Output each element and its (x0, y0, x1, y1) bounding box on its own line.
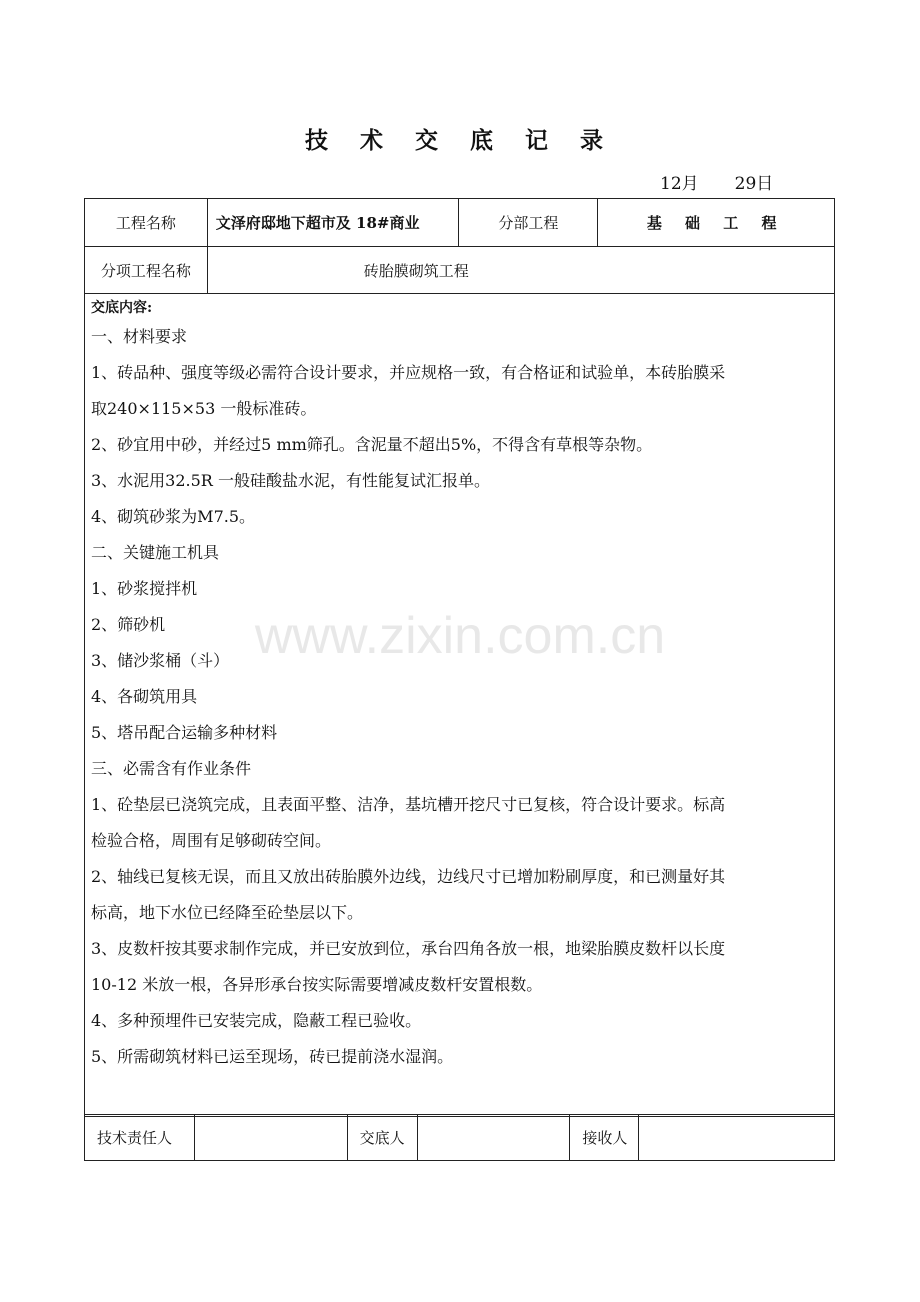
content-line: 2、筛砂机 (91, 615, 166, 634)
project-row (85, 199, 835, 247)
division-value: 基 础 工 程 (598, 199, 835, 247)
content-line: 取240×115×53 一般标准砖。 (91, 399, 317, 418)
content-heading: 交底内容: (91, 300, 153, 316)
content-line: 标高，地下水位已经降至砼垫层以下。 (91, 903, 364, 922)
content-line: 1、砖品种、强度等级必需符合设计要求，并应规格一致，有合格证和试验单，本砖胎膜采 (91, 363, 726, 382)
division-label: 分部工程 (459, 199, 598, 247)
watermark: www.zixin.com.cn (254, 607, 666, 665)
tech-responsible-label: 技术责任人 (85, 1115, 195, 1161)
content-line: 2、砂宜用中砂，并经过5 mm筛孔。含泥量不超出5%，不得含有草根等杂物。 (91, 435, 653, 454)
receiver-field[interactable] (639, 1115, 835, 1161)
content-line: 4、砌筑砂浆为M7.5。 (91, 507, 256, 526)
content-line: 5、塔吊配合运输多种材料 (91, 723, 278, 742)
document-date (660, 169, 773, 194)
content-cell (85, 294, 835, 1117)
content-line: 三、必需含有作业条件 (91, 759, 252, 778)
content-line: 5、所需砌筑材料已运至现场，砖已提前浇水湿润。 (91, 1047, 454, 1066)
receiver-label: 接收人 (570, 1115, 639, 1161)
subdivision-row (85, 247, 835, 294)
project-name-value: 文泽府邸地下超市及 18#商业 (207, 199, 459, 247)
content-line: 一、材料要求 (91, 327, 188, 346)
project-name-label: 工程名称 (85, 199, 208, 247)
content-line: 1、砼垫层已浇筑完成，且表面平整、洁净，基坑槽开挖尺寸已复核，符合设计要求。标高 (91, 795, 726, 814)
tech-responsible-field[interactable] (194, 1115, 347, 1161)
briefer-label: 交底人 (347, 1115, 417, 1161)
content-line: 3、皮数杆按其要求制作完成，并已安放到位，承台四角各放一根，地梁胎膜皮数杆以长度 (91, 939, 726, 958)
content-line: 1、砂浆搅拌机 (91, 579, 198, 598)
signature-row (85, 1115, 835, 1161)
content-line: 3、水泥用32.5R 一般硅酸盐水泥，有性能复试汇报单。 (91, 471, 490, 490)
content-line: 4、多种预埋件已安装完成，隐蔽工程已验收。 (91, 1011, 422, 1030)
content-row (85, 294, 835, 1117)
content-line: 2、轴线已复核无误，而且又放出砖胎膜外边线，边线尺寸已增加粉刷厚度，和已测量好其 (91, 867, 726, 886)
content-line: 10-12 米放一根，各异形承台按实际需要增减皮数杆安置根数。 (91, 975, 543, 994)
signature-table (84, 1114, 835, 1161)
content-line: 二、关键施工机具 (91, 543, 220, 562)
briefer-field[interactable] (417, 1115, 570, 1161)
subdivision-label: 分项工程名称 (85, 247, 208, 294)
document-title: 技 术 交 底 记 录 (304, 127, 616, 154)
briefing-table (84, 198, 835, 1117)
content-line: 4、各砌筑用具 (91, 687, 198, 706)
date-day: 29日 (734, 174, 774, 194)
subdivision-value: 砖胎膜砌筑工程 (207, 247, 834, 294)
content-line: 3、储沙浆桶（斗） (91, 651, 230, 670)
content-line: 检验合格，周围有足够砌砖空间。 (91, 831, 332, 850)
date-month: 12月 (660, 174, 699, 194)
